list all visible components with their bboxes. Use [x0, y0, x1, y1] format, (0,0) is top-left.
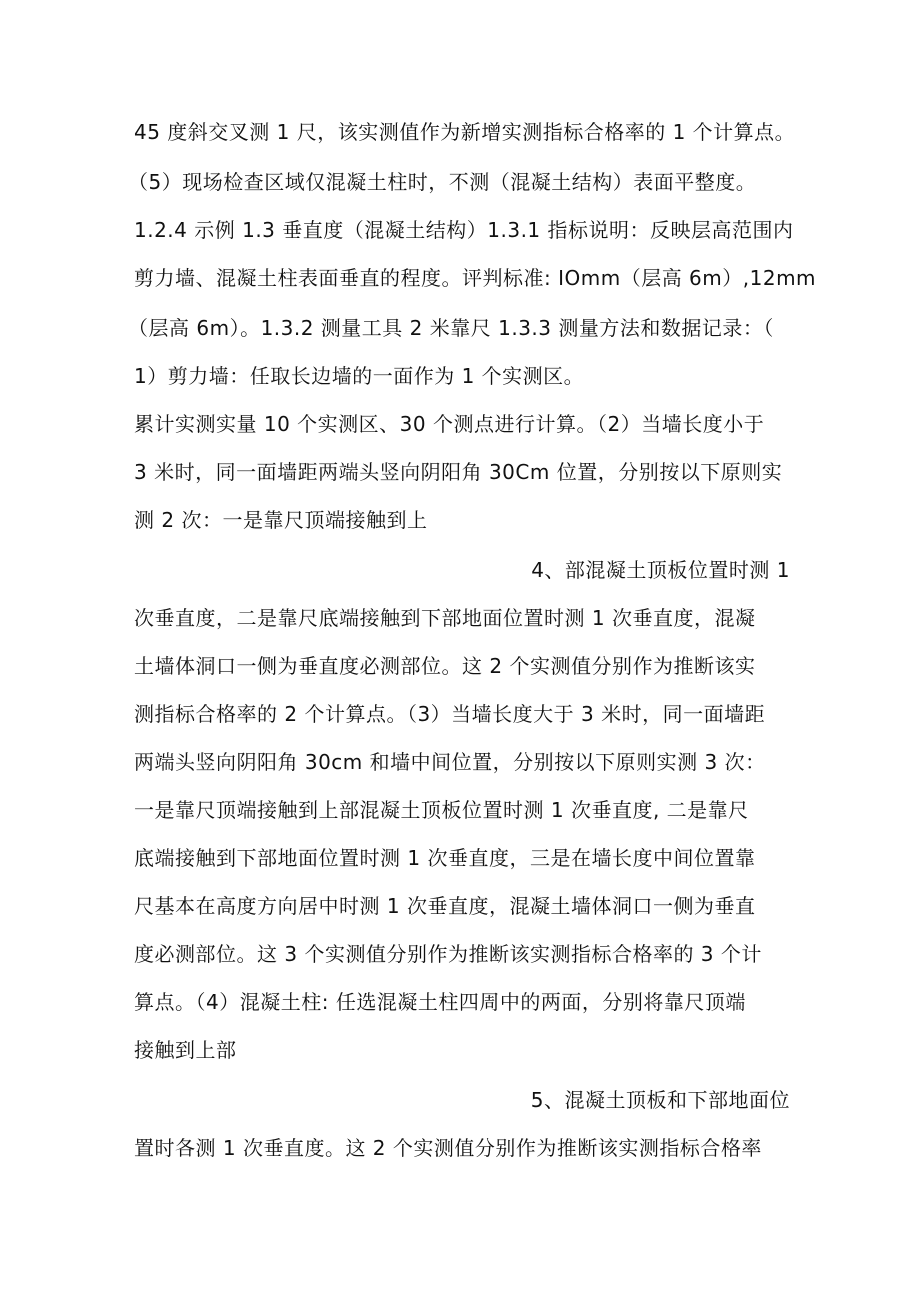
text-line: 置时各测 1 次垂直度。这 2 个实测值分别作为推断该实测指标合格率	[134, 1136, 762, 1160]
text-line: 3 米时，同一面墙距两端头竖向阴阳角 30Cm 位置，分别按以下原则实	[134, 460, 783, 484]
text-line: 尺基本在高度方向居中时测 1 次垂直度，混凝土墙体洞口一侧为垂直	[134, 894, 756, 918]
text-line: 算点。（4）混凝土柱: 任选混凝土柱四周中的两面，分别将靠尺顶端	[134, 990, 746, 1014]
text-line: 累计实测实量 10 个实测区、30 个测点进行计算。（2）当墙长度小于	[134, 412, 765, 436]
text-line: 次垂直度，二是靠尺底端接触到下部地面位置时测 1 次垂直度，混凝	[134, 606, 756, 630]
text-line: 45 度斜交叉测 1 尺，该实测值作为新增实测指标合格率的 1 个计算点。	[134, 120, 796, 144]
text-line: 接触到上部	[134, 1038, 237, 1062]
text-line: 底端接触到下部地面位置时测 1 次垂直度，三是在墙长度中间位置靠	[134, 846, 756, 870]
text-line: 两端头竖向阴阳角 30cm 和墙中间位置，分别按以下原则实测 3 次：	[134, 750, 766, 774]
text-line: 剪力墙、混凝土柱表面垂直的程度。评判标准: IOmm（层高 6m）,12mm	[134, 266, 817, 290]
text-line: 1.2.4 示例 1.3 垂直度（混凝土结构）1.3.1 指标说明：反映层高范围内	[134, 218, 794, 242]
text-line: 一是靠尺顶端接触到上部混凝土顶板位置时测 1 次垂直度, 二是靠尺	[134, 798, 749, 822]
text-line: 测指标合格率的 2 个计算点。（3）当墙长度大于 3 米时，同一面墙距	[134, 702, 766, 726]
text-line: 1）剪力墙：任取长边墙的一面作为 1 个实测区。	[134, 364, 585, 388]
text-line: 度必测部位。这 3 个实测值分别作为推断该实测指标合格率的 3 个计	[134, 942, 762, 966]
text-line: 土墙体洞口一侧为垂直度必测部位。这 2 个实测值分别作为推断该实	[134, 654, 756, 678]
text-line: 测 2 次：一是靠尺顶端接触到上	[134, 508, 428, 532]
text-line: （层高 6m）。1.3.2 测量工具 2 米靠尺 1.3.3 测量方法和数据记录：（	[128, 316, 774, 340]
text-line: （5）现场检查区域仅混凝土柱时，不测（混凝土结构）表面平整度。	[128, 170, 757, 194]
text-line: 5、混凝土顶板和下部地面位	[530, 1088, 790, 1112]
text-line: 4、部混凝土顶板位置时测 1	[531, 558, 790, 582]
